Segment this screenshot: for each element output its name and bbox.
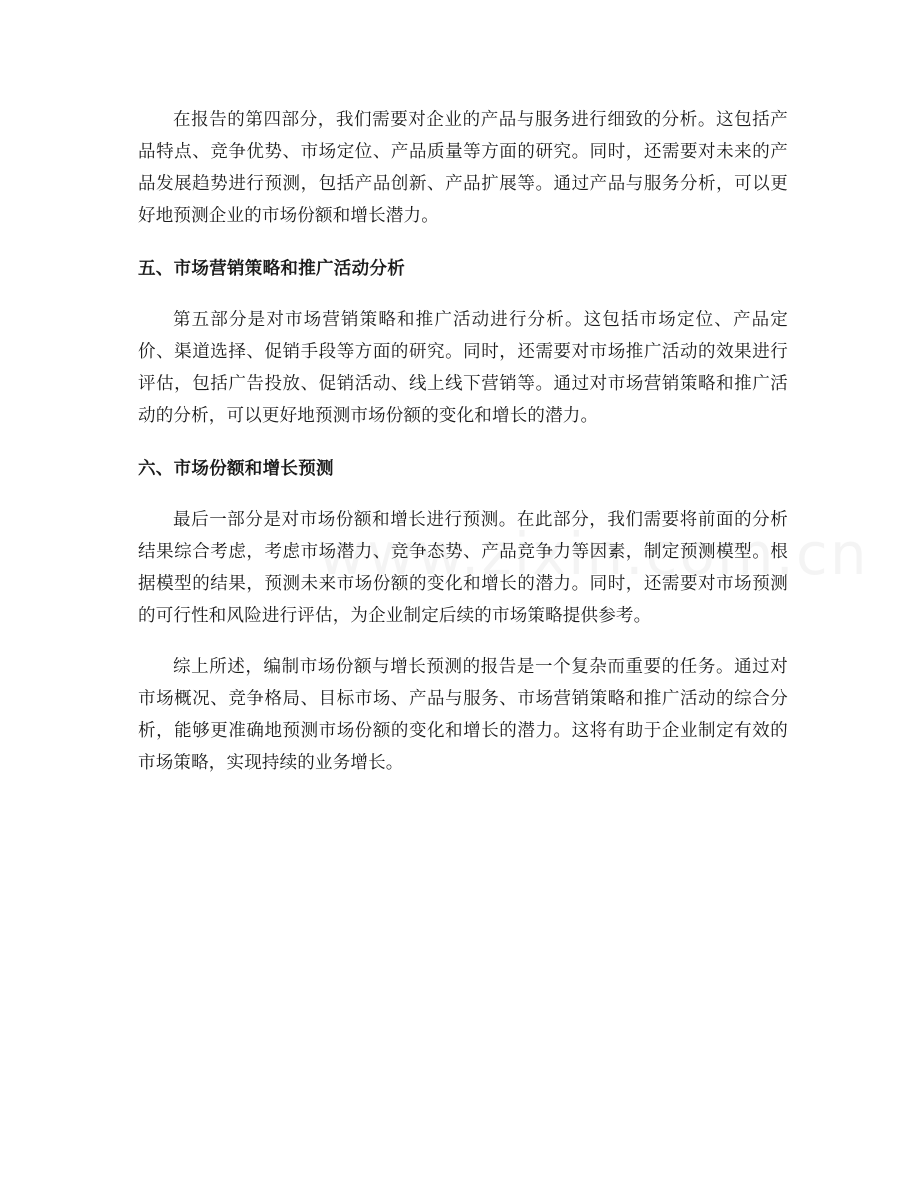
document-page — [138, 104, 788, 779]
section-heading-forecast: 六、市场份额和增长预测 — [138, 459, 334, 479]
section-heading-marketing: 五、市场营销策略和推广活动分析 — [138, 259, 405, 279]
paragraph-marketing-analysis: 第五部分是对市场营销策略和推广活动进行分析。这包括市场定位、产品定价、渠道选择、促销手段等方面的研究。同时，还需要对市场推广活动的效果进行评估，包括广告投放、促销活动、线上线下营销等。通过对市场营销策略和推广活动的分析，可以更好地预测市场份额的变化和增长的潜力。 — [138, 310, 788, 426]
paragraph-forecast: 最后一部分是对市场份额和增长进行预测。在此部分，我们需要将前面的分析结果综合考虑，考虑市场潜力、竞争态势、产品竞争力等因素，制定预测模型。根据模型的结果，预测未来市场份额的变化和增长的潜力。同时，还需要对市场预测的可行性和风险进行评估，为企业制定后续的市场策略提供参考。 — [138, 510, 788, 626]
paragraph-product-analysis: 在报告的第四部分，我们需要对企业的产品与服务进行细致的分析。这包括产品特点、竞争优势、市场定位、产品质量等方面的研究。同时，还需要对未来的产品发展趋势进行预测，包括产品创新、产品扩展等。通过产品与服务分析，可以更好地预测企业的市场份额和增长潜力。 — [138, 110, 788, 226]
paragraph-conclusion: 综上所述，编制市场份额与增长预测的报告是一个复杂而重要的任务。通过对市场概况、竞争格局、目标市场、产品与服务、市场营销策略和推广活动的综合分析，能够更准确地预测市场份额的变化和增长的潜力。这将有助于企业制定有效的市场策略，实现持续的业务增长。 — [138, 657, 788, 773]
